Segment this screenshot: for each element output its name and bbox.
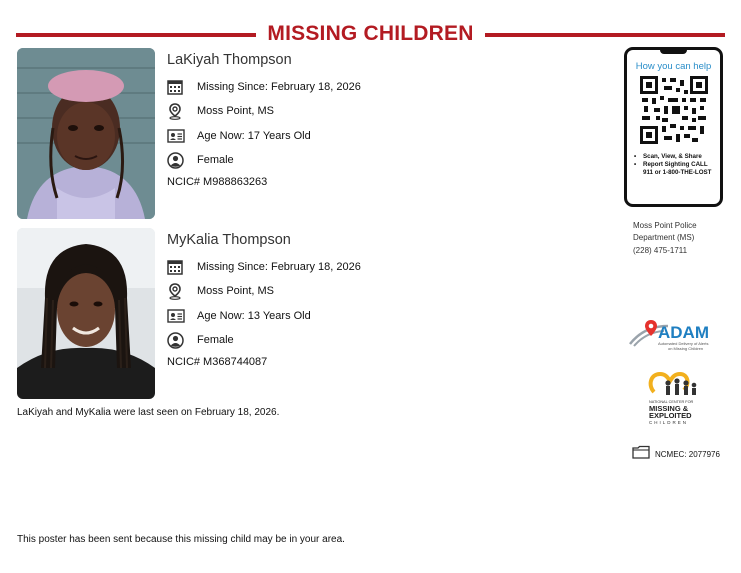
- header-rule-left: [16, 33, 256, 37]
- help-list: [633, 153, 719, 177]
- case-number: [632, 445, 720, 464]
- location-row: [167, 279, 587, 303]
- age-text: Age Now: 17 Years Old: [197, 129, 311, 142]
- child-photo-mykalia: [17, 228, 155, 399]
- person-icon: [167, 152, 197, 169]
- age-row: [167, 304, 587, 328]
- folder-icon: [632, 445, 650, 464]
- agency-contact: [633, 220, 733, 257]
- qr-code[interactable]: [640, 76, 708, 149]
- help-title: How you can help: [635, 61, 712, 72]
- child-record-lakiyah: [167, 52, 587, 188]
- child-name: MyKalia Thompson: [167, 232, 291, 248]
- calendar-icon: [167, 79, 197, 95]
- missing-since-row: [167, 255, 587, 279]
- person-icon: [167, 332, 197, 349]
- agency-name-line2: Department (MS): [633, 233, 695, 243]
- missing-since-text: Missing Since: February 18, 2026: [197, 81, 361, 94]
- case-number-text: NCMEC: 2077976: [655, 450, 720, 459]
- phone-notch: [660, 49, 687, 54]
- age-text: Age Now: 13 Years Old: [197, 309, 311, 322]
- agency-name-line1: Moss Point Police: [633, 221, 697, 230]
- location-pin-icon: [167, 103, 197, 120]
- child-name: LaKiyah Thompson: [167, 52, 292, 68]
- ncic-number: NCIC# M368744087: [167, 356, 268, 369]
- location-text: Moss Point, MS: [197, 285, 275, 298]
- sex-row: [167, 328, 587, 352]
- location-pin-icon: [167, 283, 197, 300]
- help-item: • Report Sighting CALL 911 or 1-800-THE-LOST: [633, 161, 719, 177]
- svg-text:Automated Delivery of Alerts: Automated Delivery of Alerts: [658, 341, 709, 346]
- missing-since-text: Missing Since: February 18, 2026: [197, 261, 361, 274]
- ncmec-logo: [644, 368, 706, 435]
- svg-text:CHILDREN: CHILDREN: [649, 420, 689, 425]
- ncic-number: NCIC# M988863263: [167, 176, 268, 189]
- age-row: [167, 124, 587, 148]
- svg-text:ADAM: ADAM: [658, 323, 709, 342]
- svg-text:MISSING &: MISSING &: [649, 404, 689, 413]
- footer-note: This poster has been sent because this missing child may be in your area.: [17, 534, 345, 545]
- help-item: • Scan, View, & Share: [633, 153, 719, 161]
- missing-since-row: [167, 75, 587, 99]
- svg-text:EXPLOITED: EXPLOITED: [649, 411, 692, 420]
- svg-text:NATIONAL CENTER FOR: NATIONAL CENTER FOR: [649, 400, 694, 404]
- svg-text:on Missing Children: on Missing Children: [668, 346, 704, 351]
- location-row: [167, 99, 587, 123]
- sex-row: [167, 148, 587, 172]
- sex-text: Female: [197, 154, 234, 167]
- child-photo-lakiyah: [17, 48, 155, 219]
- id-card-icon: [167, 129, 197, 143]
- page-title: MISSING CHILDREN: [267, 22, 474, 45]
- last-seen-note: LaKiyah and MyKalia were last seen on February 18, 2026.: [17, 407, 280, 418]
- adam-logo: [628, 318, 720, 359]
- header-rule-right: [485, 33, 725, 37]
- calendar-icon: [167, 259, 197, 275]
- location-text: Moss Point, MS: [197, 105, 275, 118]
- child-record-mykalia: [167, 232, 587, 368]
- help-phone-card: [624, 47, 723, 207]
- agency-phone: (228) 475-1711: [633, 245, 688, 255]
- id-card-icon: [167, 309, 197, 323]
- sex-text: Female: [197, 334, 234, 347]
